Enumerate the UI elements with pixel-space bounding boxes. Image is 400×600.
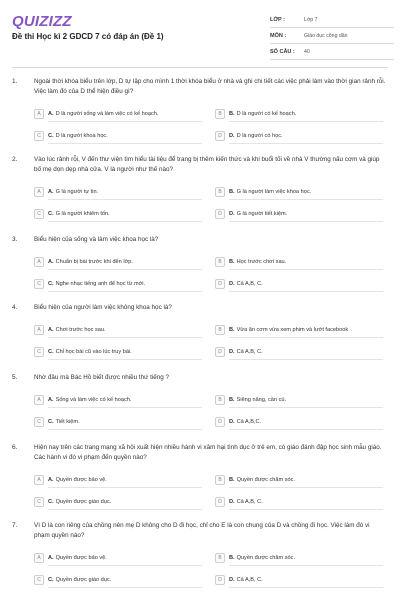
option-underline	[229, 221, 383, 222]
question-number: 5.	[12, 374, 18, 381]
option-letter: C.	[48, 499, 54, 505]
answer-option[interactable]	[215, 278, 263, 290]
question-text: Nhờ đâu mà Bác Hồ biết được nhiều thứ tiếng ?	[34, 374, 170, 381]
option-letter: B.	[229, 477, 235, 483]
option-text: Sống và làm việc có kế hoạch.	[55, 397, 132, 403]
question-text: Hiện nay trên các trang mạng xã hội xuất hiện nhiều hành vi xâm hại tình dục ở trẻ em, có giáo đánh đập học sinh mẫu giáo. Các hành vi đó vi phạm đến quyền nào?	[34, 444, 382, 461]
option-checkbox[interactable]: C	[34, 347, 44, 357]
answer-option[interactable]	[34, 574, 111, 586]
option-underline	[48, 143, 202, 144]
option-text: Quyền được giáo dục.	[55, 577, 112, 583]
option-underline	[229, 587, 383, 588]
answer-option[interactable]	[34, 346, 132, 358]
answer-option[interactable]	[215, 324, 348, 336]
option-checkbox[interactable]: B	[215, 325, 225, 335]
meta-count-value: 40	[304, 48, 310, 55]
answer-option[interactable]	[215, 130, 283, 142]
option-underline	[229, 269, 383, 270]
worksheet-meta	[270, 12, 394, 60]
option-checkbox[interactable]: C	[34, 575, 44, 585]
meta-subject-value: Giáo dục công dân	[304, 32, 348, 39]
option-checkbox[interactable]: D	[215, 417, 225, 427]
option-underline	[48, 359, 202, 360]
option-underline	[229, 143, 383, 144]
option-letter: D.	[229, 419, 235, 425]
option-checkbox[interactable]: C	[34, 497, 44, 507]
question-text: Biểu hiện của sống và làm việc khoa học là?	[34, 236, 159, 243]
option-underline	[229, 199, 383, 200]
option-text: Quyền được chăm sóc.	[236, 477, 295, 483]
option-letter: C.	[48, 133, 54, 139]
option-underline	[48, 587, 202, 588]
answer-option[interactable]	[34, 474, 107, 486]
option-text: Vừa ăn cơm vừa xem phim và lướt facebook	[236, 327, 349, 333]
option-letter: D.	[229, 211, 235, 217]
option-checkbox[interactable]: B	[215, 395, 225, 405]
meta-subject-label: MÔN :	[270, 32, 287, 39]
option-underline	[48, 565, 202, 566]
option-checkbox[interactable]: A	[34, 187, 44, 197]
option-underline	[229, 291, 383, 292]
option-text: Cả A,B, C.	[236, 349, 263, 355]
option-letter: A.	[48, 477, 54, 483]
option-letter: A.	[48, 259, 54, 265]
answer-option[interactable]	[34, 256, 133, 268]
option-underline	[48, 509, 202, 510]
answer-option[interactable]	[215, 496, 263, 508]
option-checkbox[interactable]: B	[215, 553, 225, 563]
option-underline	[229, 565, 383, 566]
meta-count-row	[270, 44, 394, 60]
option-underline	[48, 199, 202, 200]
answer-option[interactable]	[34, 208, 110, 220]
option-text: Siêng năng, cần cù.	[236, 397, 287, 403]
option-text: D là người khoa học.	[55, 133, 108, 139]
option-checkbox[interactable]: C	[34, 417, 44, 427]
option-letter: B.	[229, 189, 235, 195]
option-checkbox[interactable]: C	[34, 279, 44, 289]
option-checkbox[interactable]: B	[215, 187, 225, 197]
option-text: D là người có học.	[236, 133, 283, 139]
answer-option[interactable]	[215, 186, 311, 198]
option-letter: B.	[229, 111, 235, 117]
option-checkbox[interactable]: C	[34, 131, 44, 141]
option-underline	[48, 291, 202, 292]
option-checkbox[interactable]: A	[34, 475, 44, 485]
option-text: Chuẩn bị bài trước khi đến lớp.	[55, 259, 133, 265]
worksheet-title: Đề thi Học kì 2 GDCD 7 có đáp án (Đề 1)	[12, 32, 164, 41]
header-divider	[12, 67, 388, 68]
answer-option[interactable]	[34, 278, 145, 290]
option-text: Cả A,B, C.	[236, 281, 263, 287]
meta-subject-row	[270, 28, 394, 44]
answer-option[interactable]	[34, 130, 108, 142]
answer-option[interactable]	[34, 394, 131, 406]
option-underline	[48, 269, 202, 270]
option-text: G là người khiêm tốn.	[55, 211, 110, 217]
answer-option[interactable]	[215, 256, 286, 268]
option-checkbox[interactable]: A	[34, 109, 44, 119]
option-text: D là người sống và làm việc có kế hoạch.	[55, 111, 159, 117]
option-text: D là người có kế hoạch.	[236, 111, 297, 117]
meta-class-label: LỚP :	[270, 16, 285, 23]
question-text: Vào lúc rảnh rỗi, V đến thư viện tìm hiểu tài liệu để trang bị thêm kiến thức và khi buổi tối về nhà V thường nấu cơm và giúp bố mẹ dọn dẹp nhà cửa. V là người như thế nào?	[34, 156, 380, 173]
option-letter: A.	[48, 327, 54, 333]
answer-option[interactable]	[34, 496, 111, 508]
option-underline	[229, 337, 383, 338]
option-text: Chơi trước học sau.	[55, 327, 106, 333]
question-text: Vì D là con riêng của chồng nên mẹ D không cho D đi học, chỉ cho E là con chung của D và chồng đi học. Việc làm đó vi phạm quyền nào?	[34, 522, 370, 539]
option-letter: B.	[229, 259, 235, 265]
option-checkbox[interactable]: C	[34, 209, 44, 219]
question-number: 1.	[12, 78, 18, 85]
option-checkbox[interactable]: A	[34, 325, 44, 335]
option-text: Quyền được bảo vệ.	[55, 477, 107, 483]
answer-option[interactable]	[34, 416, 80, 428]
option-text: G là người làm việc khoa học.	[236, 189, 312, 195]
option-letter: D.	[229, 499, 235, 505]
answer-option[interactable]	[34, 186, 98, 198]
option-text: Quyền được chăm sóc.	[236, 555, 295, 561]
option-letter: C.	[48, 281, 54, 287]
option-underline	[229, 121, 383, 122]
option-letter: A.	[48, 111, 54, 117]
option-letter: B.	[229, 327, 235, 333]
option-letter: C.	[48, 419, 54, 425]
option-text: Cả A,B, C.	[236, 499, 263, 505]
option-checkbox[interactable]: A	[34, 395, 44, 405]
option-underline	[229, 487, 383, 488]
question-text: Biểu hiện của người làm việc không khoa học là?	[34, 304, 172, 311]
option-underline	[229, 509, 383, 510]
meta-class-value: Lớp 7	[304, 16, 318, 23]
option-letter: C.	[48, 349, 54, 355]
answer-option[interactable]	[215, 574, 263, 586]
option-underline	[48, 429, 202, 430]
option-checkbox[interactable]: D	[215, 131, 225, 141]
option-text: Quyền được bảo vệ.	[55, 555, 107, 561]
answer-option[interactable]	[34, 108, 158, 120]
option-underline	[48, 487, 202, 488]
option-text: G là người tự tin.	[55, 189, 99, 195]
option-underline	[48, 121, 202, 122]
option-text: Tiết kiệm.	[55, 419, 80, 425]
question-number: 3.	[12, 236, 18, 243]
worksheet-header	[0, 0, 400, 68]
option-letter: D.	[229, 349, 235, 355]
answer-option[interactable]	[215, 474, 295, 486]
answer-option[interactable]	[215, 416, 261, 428]
option-checkbox[interactable]: A	[34, 257, 44, 267]
option-underline	[48, 407, 202, 408]
option-checkbox[interactable]: B	[215, 475, 225, 485]
option-underline	[48, 221, 202, 222]
option-checkbox[interactable]: A	[34, 553, 44, 563]
option-letter: D.	[229, 281, 235, 287]
option-checkbox[interactable]: B	[215, 109, 225, 119]
option-checkbox[interactable]: D	[215, 279, 225, 289]
option-letter: C.	[48, 577, 54, 583]
option-text: Cả A,B, C.	[236, 577, 263, 583]
answer-option[interactable]	[215, 394, 286, 406]
option-text: Nghe nhạc tiếng anh để học từ mới.	[55, 281, 146, 287]
option-underline	[48, 337, 202, 338]
option-checkbox[interactable]: D	[215, 575, 225, 585]
option-letter: C.	[48, 211, 54, 217]
option-letter: A.	[48, 397, 54, 403]
option-letter: A.	[48, 555, 54, 561]
option-checkbox[interactable]: D	[215, 209, 225, 219]
option-letter: D.	[229, 577, 235, 583]
answer-option[interactable]	[215, 552, 295, 564]
option-underline	[229, 429, 383, 430]
quizizz-logo[interactable]: QUIZIZZ	[12, 13, 72, 30]
option-underline	[229, 359, 383, 360]
question-text: Ngoài thời khóa biểu trên lớp, D tự lập cho mình 1 thời khóa biểu ở nhà và ghi chi tiết các việc phải làm vào thời gian rảnh rỗi. Việc làm đó của D thể hiện điều gì?	[34, 78, 386, 95]
question-number: 6.	[12, 444, 18, 451]
answer-option[interactable]	[215, 346, 263, 358]
option-checkbox[interactable]: D	[215, 497, 225, 507]
question-number: 7.	[12, 522, 18, 529]
option-letter: B.	[229, 555, 235, 561]
option-checkbox[interactable]: B	[215, 257, 225, 267]
option-text: Quyền được giáo dục.	[55, 499, 112, 505]
answer-option[interactable]	[215, 208, 287, 220]
question-number: 4.	[12, 304, 18, 311]
question-number: 2.	[12, 156, 18, 163]
option-checkbox[interactable]: D	[215, 347, 225, 357]
option-text: Chỉ học bài cũ vào lúc truy bài.	[55, 349, 132, 355]
option-text: Cả A,B,C.	[236, 419, 262, 425]
meta-count-label: SỐ CÂU :	[270, 48, 295, 55]
option-letter: A.	[48, 189, 54, 195]
option-letter: D.	[229, 133, 235, 139]
option-text: G là người tiết kiệm.	[236, 211, 288, 217]
answer-option[interactable]	[34, 552, 107, 564]
answer-option[interactable]	[34, 324, 106, 336]
option-text: Học trước chơi sau.	[236, 259, 287, 265]
meta-class-row	[270, 12, 394, 28]
option-letter: B.	[229, 397, 235, 403]
answer-option[interactable]	[215, 108, 296, 120]
option-underline	[229, 407, 383, 408]
